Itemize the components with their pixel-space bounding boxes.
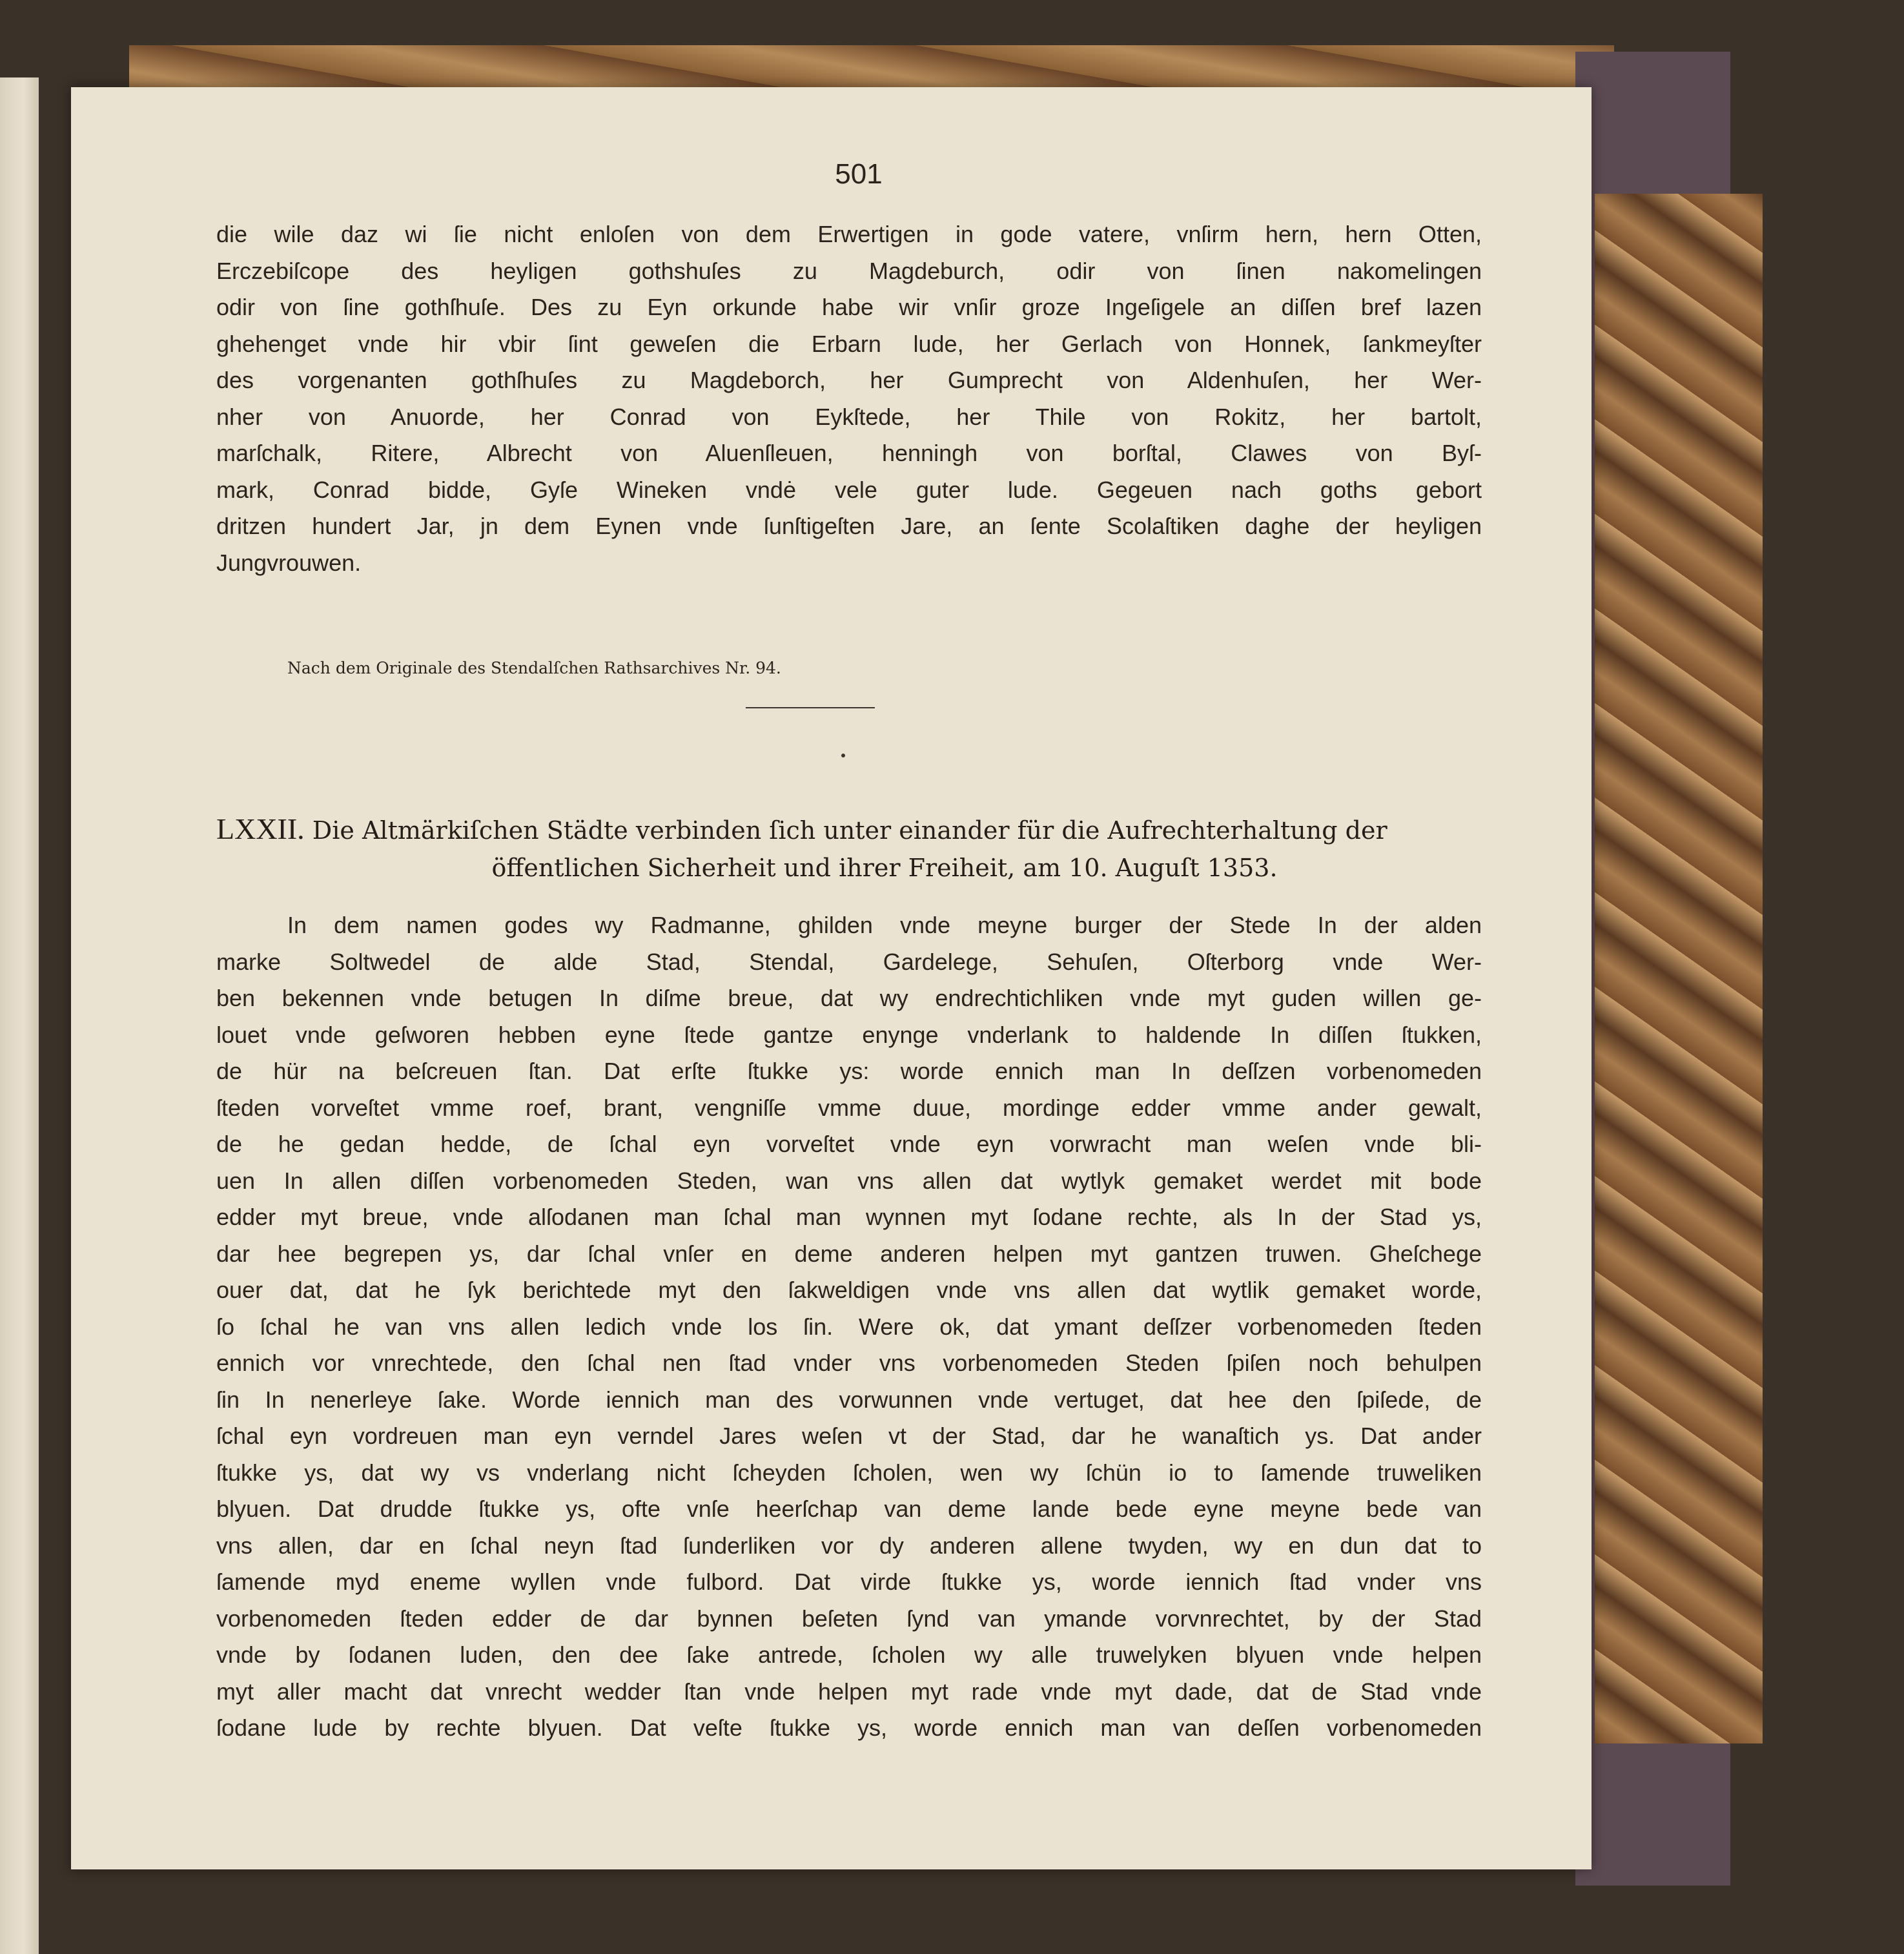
body-line: ouer dat, dat he ſyk berichtede myt den ſakweldigen vnde vns allen dat wytlik gemaket worde, (216, 1277, 1482, 1303)
body-line: ben bekennen vnde betugen In diſme breue, dat wy endrechtichliken vnde myt guden willen ge- (216, 985, 1482, 1011)
marbled-endpaper (1595, 194, 1763, 1743)
text-line: marſchalk, Ritere, Albrecht von Aluenſleuen, henningh von borſtal, Clawes von Byſ- (216, 440, 1482, 466)
body-line: ſo ſchal he van vns allen ledich vnde los ſin. Were ok, dat ymant deſſzer vorbenomeden ſteden (216, 1313, 1482, 1340)
body-line: vnde by ſodanen luden, den dee ſake antrede, ſcholen wy alle truwelyken blyuen vnde helpen (216, 1641, 1482, 1668)
body-line: ennich vor vnrechtede, den ſchal nen ſtad vnder vns vorbenomeden Steden ſpiſen noch behulpen (216, 1350, 1482, 1376)
section-title-line-1: Die Altmärkiſchen Städte verbinden ſich unter einander für die Aufrechterhaltung der (312, 816, 1387, 845)
text-line: die wile daz wi ſie nicht enloſen von dem Erwertigen in gode vatere, vnſirm hern, hern Otten, (216, 221, 1482, 247)
body-line: In dem namen godes wy Radmanne, ghilden vnde meyne burger der Stede In der alden (287, 912, 1482, 938)
body-line: edder myt breue, vnde alſodanen man ſchal man wynnen myt ſodane rechte, als In der Stad ys, (216, 1204, 1482, 1230)
text-line: ghehenget vnde hir vbir ſint geweſen die Erbarn lude, her Gerlach von Honnek, ſankmeyſter (216, 330, 1482, 357)
body-line: ſchal eyn vordreuen man eyn verndel Jares weſen vt der Stad, dar he wanaſtich ys. Dat ander (216, 1423, 1482, 1449)
source-note: Nach dem Originale des Stendalſchen Rathsarchives Nr. 94. (287, 659, 781, 677)
body-line: ſteden vorveſtet vmme roef, brant, vengniſſe vmme duue, mordinge edder vmme ander gewalt, (216, 1094, 1482, 1121)
body-line: ſodane lude by rechte blyuen. Dat veſte ſtukke ys, worde ennich man van deſſen vorbenomeden (216, 1714, 1482, 1741)
section-divider (746, 707, 875, 708)
text-line: nher von Anuorde, her Conrad von Eykſtede, her Thile von Rokitz, her bartolt, (216, 403, 1482, 430)
section-title-line-2: öffentlichen Sicherheit und ihrer Freiheit, am 10. Auguſt 1353. (491, 854, 1278, 882)
body-line: vorbenomeden ſteden edder de dar bynnen beſeten ſynd van ymande vorvnrechtet, by der Stad (216, 1605, 1482, 1632)
body-line: de he gedan hedde, de ſchal eyn vorveſtet vnde eyn vorwracht man weſen vnde bli- (216, 1131, 1482, 1157)
text-line: Erczebiſcope des heyligen gothshuſes zu Magdeburch, odir von ſinen nakomelingen (216, 257, 1482, 284)
text-line: odir von ſine gothſhuſe. Des zu Eyn orkunde habe wir vnſir groze Ingeſigele an diſſen bref lazen (216, 294, 1482, 320)
body-line: ſin In nenerleye ſake. Worde iennich man des vorwunnen vnde vertuget, dat hee den ſpiſede, de (216, 1386, 1482, 1413)
book-page (71, 87, 1592, 1869)
continuation-text (216, 216, 1482, 581)
text-line: dritzen hundert Jar, jn dem Eynen vnde ſunſtigeſten Jare, an ſente Scolaſtiken daghe der heyligen (216, 513, 1482, 539)
body-line: myt aller macht dat vnrecht wedder ſtan vnde helpen myt rade vnde myt dade, dat de Stad vnde (216, 1678, 1482, 1705)
section-heading (216, 810, 1488, 887)
body-line: uen In allen diſſen vorbenomeden Steden, wan vns allen dat wytlyk gemaket werdet mit bode (216, 1167, 1482, 1194)
body-line: blyuen. Dat drudde ſtukke ys, ofte vnſe heerſchap van deme lande bede eyne meyne bede van (216, 1496, 1482, 1522)
text-line: des vorgenanten gothſhuſes zu Magdeborch, her Gumprecht von Aldenhuſen, her Wer- (216, 367, 1482, 393)
body-line: ſtukke ys, dat wy vs vnderlang nicht ſcheyden ſcholen, wen wy ſchün io to ſamende truweliken (216, 1459, 1482, 1486)
body-line: dar hee begrepen ys, dar ſchal vnſer en deme anderen helpen myt gantzen truwen. Gheſchege (216, 1240, 1482, 1267)
section-number: LXXII. (216, 812, 305, 845)
divider-dot (841, 754, 845, 757)
body-line: vns allen, dar en ſchal neyn ſtad ſunderliken vor dy anderen allene twyden, wy en dun dat to (216, 1532, 1482, 1559)
body-line: ſamende myd eneme wyllen vnde fulbord. Dat virde ſtukke ys, worde iennich ſtad vnder vns (216, 1568, 1482, 1595)
body-line: de hür na beſcreuen ſtan. Dat erſte ſtukke ys: worde ennich man In deſſzen vorbenomeden (216, 1058, 1482, 1084)
text-line: Jungvrouwen. (216, 549, 362, 576)
text-line: mark, Conrad bidde, Gyſe Wineken vndė vele guter lude. Gegeuen nach goths gebort (216, 476, 1482, 503)
facing-page-edge (0, 77, 39, 1954)
body-line: louet vnde geſworen hebben eyne ſtede gantze enynge vnderlank to haldende In diſſen ſtukken, (216, 1021, 1482, 1048)
page-number: 501 (835, 158, 883, 190)
document-body (216, 907, 1482, 1747)
body-line: marke Soltwedel de alde Stad, Stendal, Gardelege, Sehuſen, Oſterborg vnde Wer- (216, 948, 1482, 975)
